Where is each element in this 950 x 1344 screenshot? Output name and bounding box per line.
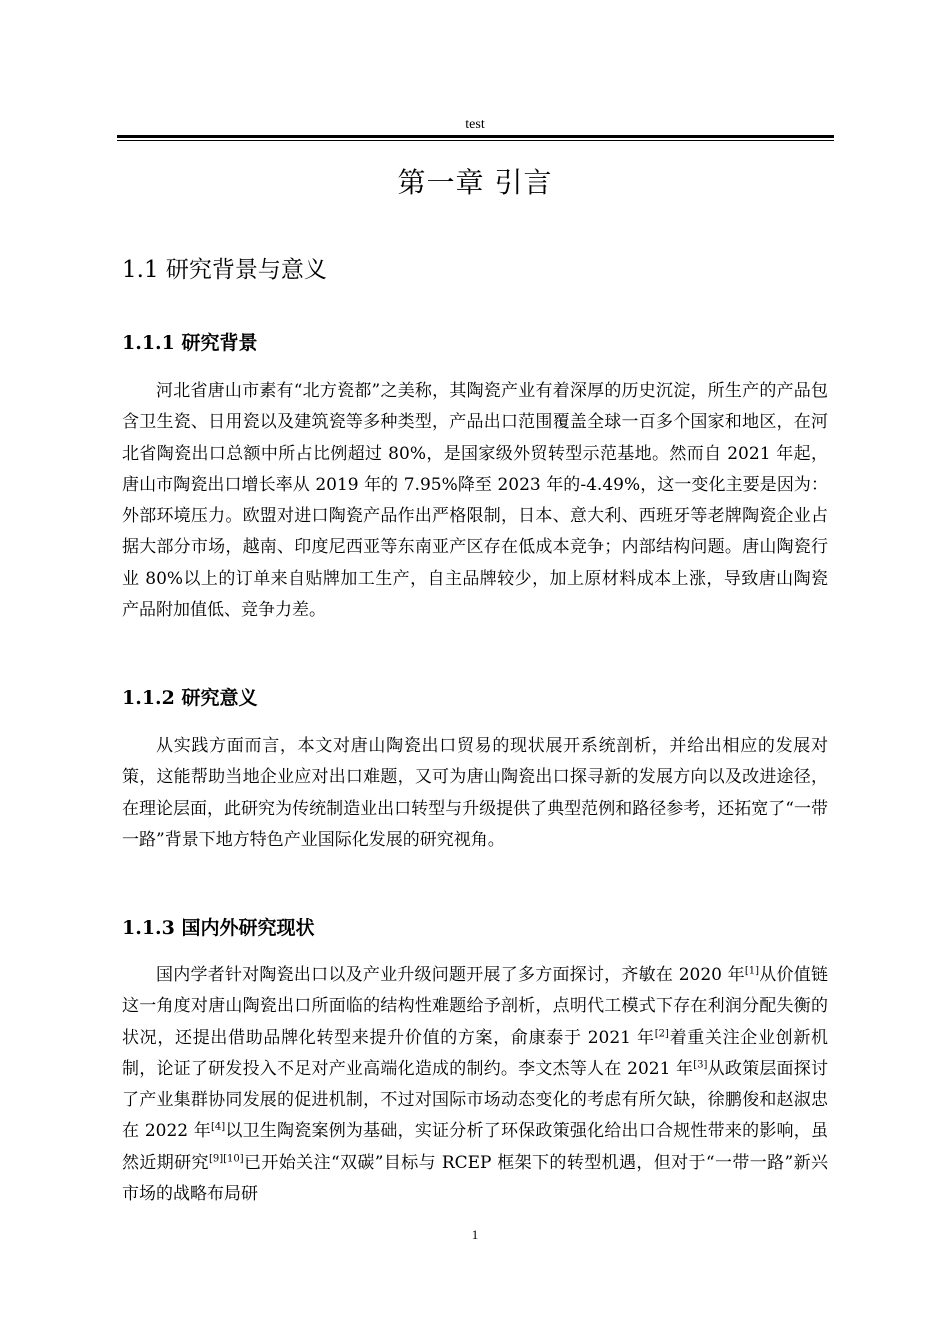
citation-ref: [4] — [210, 1121, 226, 1133]
section-heading-1-1: 1.1 研究背景与意义 — [122, 257, 327, 283]
paragraph-text: 从政策层面探讨了产业集群协同发展的促进机制，不过对国际市场动态变化的考虑有所欠缺，徐鹏俊和赵淑忠在 2022 年 — [122, 1058, 828, 1142]
subsection-heading-1-1-3: 1.1.3 国内外研究现状 — [122, 917, 315, 939]
paragraph-text: 从价值链这一角度对唐山陶瓷出口所面临的结构性难题给予剖析，点明代工模式下存在利润分配失衡的状况，还提出借助品牌化转型来提升价值的方案，俞康泰于 2021 年 — [122, 965, 828, 1048]
header-rule-thin — [117, 140, 834, 141]
page-header: test — [465, 117, 485, 132]
header-rule-thick — [117, 135, 834, 138]
page-number: 1 — [471, 1227, 479, 1242]
paragraph-research-status — [122, 960, 828, 1210]
paragraph-text: 已开始关注“双碳”目标与 RCEP 框架下的转型机遇，但对于“一带一路”新兴市场的战略布局研 — [122, 1152, 828, 1205]
citation-ref: [3] — [693, 1059, 708, 1071]
citation-ref: [1] — [744, 965, 760, 977]
paragraph-text: 以卫生陶瓷案例为基础，实证分析了环保政策强化给出口合规性带来的影响，虽然近期研究 — [122, 1121, 828, 1173]
paragraph-text: 国内学者针对陶瓷出口以及产业升级问题开展了多方面探讨，齐敏在 2020 年 — [156, 965, 745, 985]
paragraph-text: 着重关注企业创新机制，论证了研发投入不足对产业高端化造成的制约。李文杰等人在 2021 年 — [122, 1027, 829, 1079]
chapter-title: 第一章 引言 — [397, 166, 553, 199]
citation-ref: [2] — [654, 1027, 669, 1039]
citation-ref: [9][10] — [208, 1153, 244, 1165]
subsection-heading-1-1-1: 1.1.1 研究背景 — [122, 332, 258, 354]
paragraph-significance: 从实践方面而言，本文对唐山陶瓷出口贸易的现状展开系统剖析，并给出相应的发展对策，这能帮助当地企业应对出口难题，又可为唐山陶瓷出口探寻新的发展方向以及改进途径，在理论层面，此研究为传统制造业出口转型与升级提供了典型范例和路径参考，还拓宽了“一带一路”背景下地方特色产业国际化发展的研究视角。 — [122, 736, 828, 850]
subsection-heading-1-1-2: 1.1.2 研究意义 — [122, 687, 258, 709]
paragraph-background: 河北省唐山市素有“北方瓷都”之美称，其陶瓷产业有着深厚的历史沉淀，所生产的产品包含卫生瓷、日用瓷以及建筑瓷等多种类型，产品出口范围覆盖全球一百多个国家和地区，在河北省陶瓷出口总额中所占比例超过 80%，是国家级外贸转型示范基地。然而自 2021 年起，唐山市陶瓷出口增长率从 2019 年的 7.95%降至 2023 年的-4.49%，这一变化主要是因为：外部环境压力。欧盟对进口陶瓷产品作出严格限制，日本、意大利、西班牙等老牌陶瓷企业占据大部分市场，越南、印度尼西亚等东南亚产区存在低成本竞争；内部结构问题。唐山陶瓷行业 80%以上的订单来自贴牌加工生产，自主品牌较少，加上原材料成本上涨，导致唐山陶瓷产品附加值低、竞争力差。 — [122, 381, 828, 621]
